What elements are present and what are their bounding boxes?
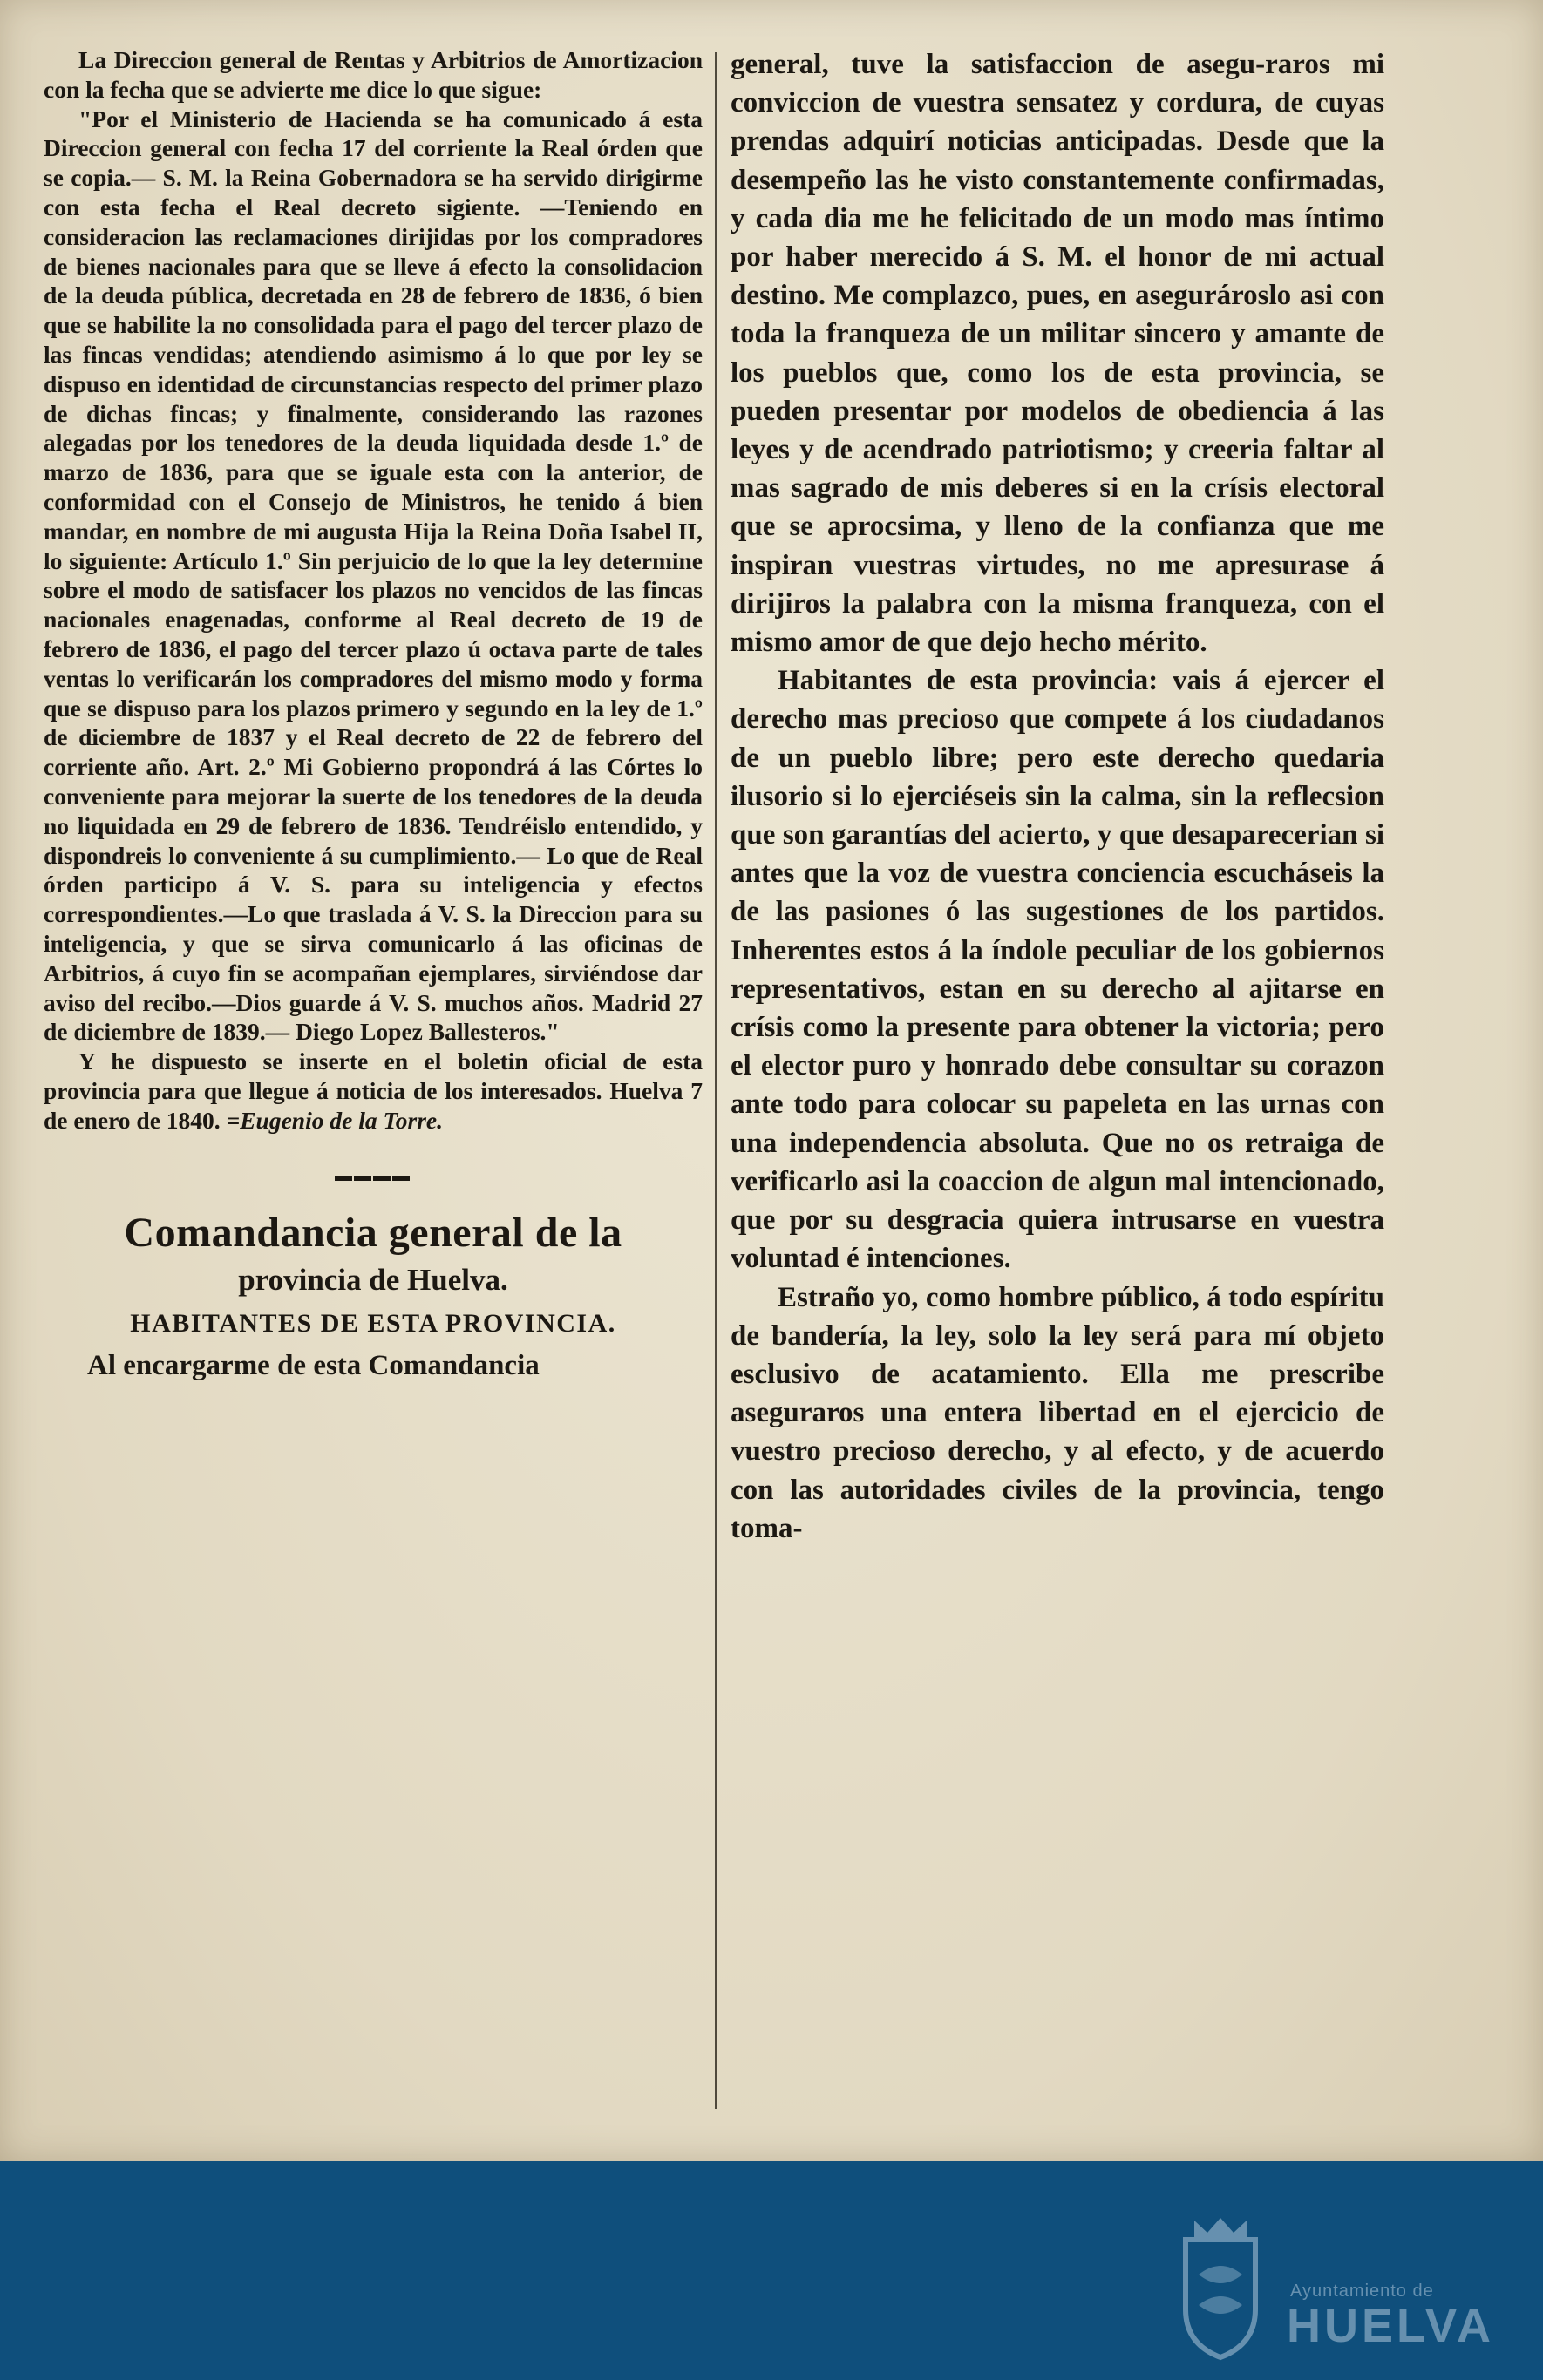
watermark-title: HUELVA [1287, 2300, 1494, 2352]
right-paragraph-1: general, tuve la satisfaccion de asegu-raros mi conviccion de vuestra sensatez y cordura, de cuyas prendas adquirí noticias anticipadas. Desde que la desempeño las he visto constantemente confirmadas, y cada dia me he felicitado de un modo mas íntimo por haber merecido á S. M. el honor de mi actual destino. Me complazco, pues, en asegurároslo asi con toda la franqueza de un militar sincero y amante de los pueblos que, como los de esta provincia, se pueden presentar por modelos de obediencia á las leyes y de acendrado patriotismo; y creeria faltar al mas sagrado de mis deberes si en la crísis electoral que se aprocsima, y lleno de la confianza que me inspiran vuestras virtudes, no me apresurase á dirijiros la palabra con la misma franqueza, con el mismo amor de que dejo hecho mérito. [731, 49, 1384, 659]
closing-text: Y he dispuesto se inserte en el boletin oficial de esta provincia para que llegue á noticia de los interesados. Huelva 7 de enero de 1840. [44, 1048, 703, 1134]
left-paragraph-intro: La Direccion general de Rentas y Arbitrios de Amortizacion con la fecha que se advierte me dice lo que sigue: [44, 46, 703, 103]
left-paragraph-closing [44, 1047, 703, 1135]
left-paragraph-proclamation-start: Al encargarme de esta Comandancia [87, 1350, 540, 1382]
watermark-logo [1168, 2196, 1499, 2370]
crest-icon [1168, 2214, 1273, 2362]
section-divider-ornament: ▬▬▬▬ [335, 1166, 411, 1186]
left-paragraph-decree: "Por el Ministerio de Hacienda se ha comunicado á esta Direccion general con fecha 17 del corriente la Real órden que se copia.— S. M. la Reina Gobernadora se ha servido dirigirme con esta fecha el Real decreto sigiente. —Teniendo en consideracion las reclamaciones dirijidas por los compradores de bienes nacionales para que se lleve á efecto la consolidacion de la deuda pública, decretada en 28 de febrero de 1836, ó bien que se habilite la no consolidada para el pago del tercer plazo de las fincas vendidas; atendiendo asimismo á lo que por ley se dispuso en identidad de circunstancias respecto del primer plazo de dichas fincas; y finalmente, considerando las razones alegadas por los tenedores de la deuda liquidada desde 1.º de marzo de 1836, para que se iguale esta con la anterior, de conformidad con el Consejo de Ministros, he tenido á bien mandar, en nombre de mi augusta Hija la Reina Doña Isabel II, lo siguiente: Artículo 1.º Sin perjuicio de lo que la ley determine sobre el modo de satisfacer los plazos no vencidos de las fincas nacionales enagenadas, conforme al Real decreto de 19 de febrero de 1836, el pago del tercer plazo ú octava parte de tales ventas lo verificarán los compradores del mismo modo y forma que se dispuso para los plazos primero y segundo en la ley de 1.º de diciembre de 1837 y el Real decreto de 22 de febrero del corriente año. Art. 2.º Mi Gobierno propondrá á las Córtes lo conveniente para mejorar la suerte de los tenedores de la deuda no liquidada en 29 de febrero de 1836. Tendréislo entendido, y dispondreis lo conveniente á su cumplimiento.— Lo que de Real órden participo á V. S. para su inteligencia y efectos correspondientes.—Lo que traslada á V. S. la Direccion para su inteligencia, y que se sirva comunicarlo á las oficinas de Arbitrios, á cuyo fin se acompañan ejemplares, sirviéndose dar aviso del recibo.—Dios guarde á V. S. muchos años. Madrid 27 de diciembre de 1839.— Diego Lopez Ballesteros." [44, 105, 703, 1046]
right-column [731, 45, 1384, 1548]
right-paragraph-2: Habitantes de esta provincia: vais á ejercer el derecho mas precioso que compete á los ciudadanos de un pueblo libre; pero este derecho quedaria ilusorio si lo ejerciéseis sin la calma, sin la reflecsion que son garantías del acierto, y que desaparecerian si antes que la voz de vuestra conciencia escucháseis la de las pasiones ó las sugestiones de los partidos. Inherentes estos á la índole peculiar de los gobiernos representativos, estan en su derecho al ajitarse en crísis como la presente para obtener la victoria; pero el elector puro y honrado debe consultar su corazon ante todo para colocar su papeleta en las urnas con una independencia absoluta. Que no os retraiga de verificarlo asi la coaccion de algun mal intencionado, que por su desgracia quiera intrusarse en vuestra voluntad é intenciones. [731, 665, 1384, 1275]
column-divider [715, 52, 717, 2109]
section-heading: Comandancia general de la [124, 1210, 622, 1257]
section-address-heading: HABITANTES DE ESTA PROVINCIA. [130, 1309, 616, 1339]
signature: =Eugenio de la Torre. [226, 1106, 443, 1134]
section-subheading: provincia de Huelva. [238, 1263, 508, 1298]
right-paragraph-3: Estraño yo, como hombre público, á todo espíritu de bandería, la ley, solo la ley será para mí objeto esclusivo de acatamiento. Ella me prescribe aseguraros una entera libertad en el ejercicio de vuestro precioso derecho, y al efecto, y de acuerdo con las autoridades civiles de la provincia, tengo toma- [731, 1281, 1384, 1544]
left-column [44, 45, 703, 1385]
watermark-caption: Ayuntamiento de [1290, 2282, 1434, 2301]
